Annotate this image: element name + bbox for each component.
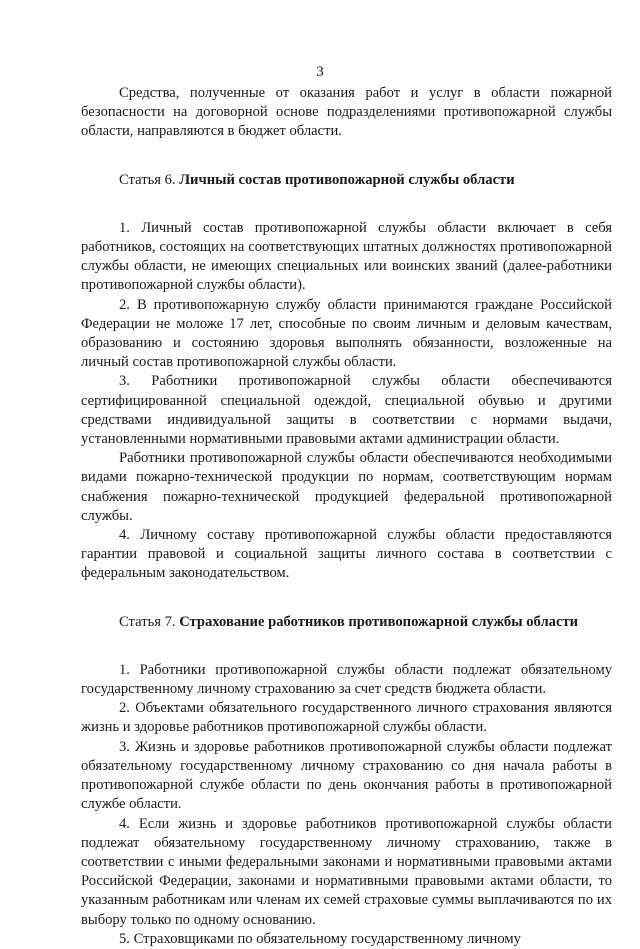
article-6-paragraph-2: 2. В противопожарную службу области принимаются граждане Российской Федерации не моложе 17 лет, способные по своим личным и деловым качествам, образованию и состоянию здоровья выполнять обязанности, возложенные на личный состав противопожарной службы области. [81, 296, 612, 371]
article-6-prefix: Статья 6. [119, 171, 180, 188]
article-7-prefix: Статья 7. [119, 613, 180, 630]
article-7-paragraph-3: 3. Жизнь и здоровье работников противопожарной службы области подлежат обязательному государственному личному страхованию со дня начала работы в противопожарной службе области по день окончания работы в противопожарной службе области. [81, 738, 612, 813]
article-6-title: Личный состав противопожарной службы области [179, 171, 515, 188]
article-6-heading [81, 171, 612, 190]
document-body [81, 84, 612, 949]
article-6-paragraph-4: 4. Личному составу противопожарной службы области предоставляются гарантии правовой и социальной защиты личного состава в соответствии с федеральным законодательством. [81, 527, 612, 582]
page-number: 3 [316, 64, 324, 80]
article-6-paragraph-3-continued: Работники противопожарной службы области обеспечиваются необходимыми видами пожарно-технической продукции по нормам, соответствующим нормам снабжения пожарно-технической продукцией федеральной противопожарной службы. [81, 450, 612, 524]
article-7-paragraph-4: 4. Если жизнь и здоровье работников противопожарной службы области подлежат обязательному государственному личному страхованию, также в соответствии с иными федеральными законами и нормативными правовыми актами Российской Федерации, законами и нормативными правовыми актами области, то указанным работникам или членам их семей страховые суммы выплачиваются по их выбору только по одному основанию. [81, 815, 612, 928]
article-6-paragraph-3: 3. Работники противопожарной службы области обеспечиваются сертифицированной специальной одеждой, специальной обувью и другими средствами индивидуальной защиты в соответствии с нормами выдачи, установленными нормативными правовыми актами администрации области. [81, 373, 612, 448]
intro-paragraph: Средства, полученные от оказания работ и услуг в области пожарной безопасности на договорной основе подразделениями противопожарной службы области, направляются в бюджет области. [81, 85, 612, 140]
article-6-paragraph-1: 1. Личный состав противопожарной службы области включает в себя работников, состоящих на соответствующих штатных должностях противопожарной службы области, не имеющих специальных или воинских званий (далее-работники противопожарной службы области). [81, 219, 612, 294]
article-7-paragraph-2: 2. Объектами обязательного государственного личного страхования являются жизнь и здоровье работников противопожарной службы области. [81, 700, 612, 736]
article-7-heading [81, 613, 612, 632]
article-7-title: Страхование работников противопожарной службы области [179, 613, 579, 630]
article-7-paragraph-5: 5. Страховщиками по обязательному государственному личному [119, 930, 521, 947]
article-7-paragraph-1: 1. Работники противопожарной службы области подлежат обязательному государственному личному страхованию за счет средств бюджета области. [81, 661, 612, 698]
